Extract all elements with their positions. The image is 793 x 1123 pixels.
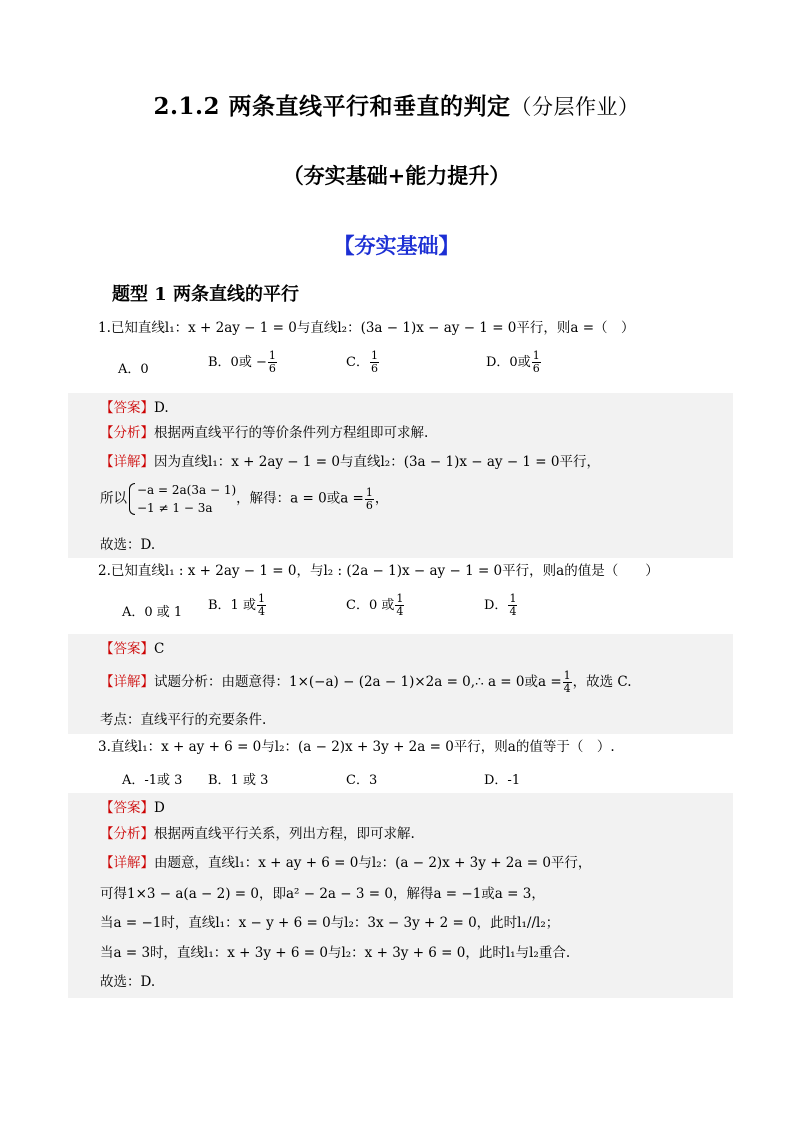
- q1-stem: 1.已知直线l₁：x + 2ay − 1 = 0与直线l₂：(3a − 1)x − ay − 1 = 0平行，则a =（ ）: [98, 320, 635, 336]
- fraction: $\frac{1}{6}$: [532, 349, 540, 375]
- q2-solution-box: [68, 634, 733, 734]
- title-sub: （分层作业）: [510, 95, 640, 119]
- q3-line4: 当a = 3时，直线l₁：x + 3y + 6 = 0与l₂：x + 3y + 6 = 0，此时l₁与l₂重合.: [100, 945, 571, 961]
- q3-line2: 可得1×3 − a(a − 2) = 0，即a² − 2a − 3 = 0，解得a = −1或a = 3，: [100, 886, 545, 902]
- q3-stem: 3.直线l₁：x + ay + 6 = 0与l₂：(a − 2)x + 3y + 2a = 0平行，则a的值等于（ ）.: [98, 739, 615, 755]
- q3-option-a: A．-1或 3: [122, 773, 183, 788]
- q2-option-d: D． $\frac{1}{4}$: [484, 592, 517, 618]
- q3-option-b: B．1 或 3: [208, 773, 269, 788]
- q2-option-c: C．0 或 $\frac{1}{4}$: [346, 592, 404, 618]
- q2-note: 考点：直线平行的充要条件.: [100, 712, 267, 728]
- fraction: $\frac{1}{6}$: [268, 349, 276, 375]
- q3-detail: 【详解】由题意，直线l₁：x + ay + 6 = 0与l₂：(a − 2)x + 3y + 2a = 0平行，: [100, 855, 592, 871]
- page-title: [0, 88, 793, 121]
- q1-system: 所以 −a = 2a(3a − 1) −1 ≠ 1 − 3a ，解得：a = 0或a = $\frac{1}{6}$ ，: [100, 483, 389, 515]
- q1-analysis: 【分析】根据两直线平行的等价条件列方程组即可求解.: [100, 425, 429, 441]
- q3-solution-box: [68, 793, 733, 998]
- q3-answer: 【答案】D: [100, 800, 165, 816]
- q2-answer: 【答案】C: [100, 641, 165, 657]
- q1-detail: 【详解】因为直线l₁：x + 2ay − 1 = 0与直线l₂：(3a − 1)x − ay − 1 = 0平行，: [100, 454, 601, 470]
- title-main: 2.1.2 两条直线平行和垂直的判定: [153, 93, 511, 120]
- q2-stem: 2.已知直线l₁ : x + 2ay − 1 = 0，与l₂ : (2a − 1)x − ay − 1 = 0平行，则a的值是（ ）: [98, 563, 659, 579]
- type-heading: 题型 1 两条直线的平行: [112, 284, 300, 305]
- q1-option-b: B．0或 − $\frac{1}{6}$: [208, 349, 276, 375]
- q3-choose: 故选：D.: [100, 974, 156, 990]
- fraction: $\frac{1}{4}$: [509, 592, 517, 618]
- q2-option-a: A．0 或 1: [122, 605, 183, 620]
- q1-option-d: D．0或 $\frac{1}{6}$: [486, 349, 540, 375]
- q2-options: [122, 593, 542, 629]
- fraction: $\frac{1}{6}$: [370, 349, 378, 375]
- q1-option-c: C． $\frac{1}{6}$: [346, 349, 378, 375]
- q2-detail: 【详解】试题分析：由题意得：1×(−a) − (2a − 1)×2a = 0,∴ a = 0或a = $\frac{1}{4}$ ，故选 C.: [100, 669, 632, 695]
- page-subtitle: （夯实基础+能力提升）: [282, 163, 511, 188]
- q3-analysis: 【分析】根据两直线平行关系，列出方程，即可求解.: [100, 826, 415, 842]
- fraction: $\frac{1}{4}$: [257, 592, 265, 618]
- q3-option-c: C．3: [346, 773, 378, 788]
- fraction: $\frac{1}{4}$: [396, 592, 404, 618]
- q1-options: [118, 350, 578, 386]
- q1-answer: 【答案】D.: [100, 400, 169, 416]
- q2-option-b: B．1 或 $\frac{1}{4}$: [208, 592, 265, 618]
- fraction: $\frac{1}{4}$: [563, 669, 571, 695]
- q1-solution-box: [68, 393, 733, 558]
- q3-option-d: D．-1: [484, 773, 521, 788]
- q1-option-a: A．0: [118, 362, 149, 377]
- q1-choose: 故选：D.: [100, 537, 156, 553]
- section-heading: 【夯实基础】: [333, 233, 460, 258]
- equation-system: −a = 2a(3a − 1) −1 ≠ 1 − 3a: [127, 481, 236, 517]
- fraction: $\frac{1}{6}$: [365, 485, 373, 512]
- q3-line3: 当a = −1时，直线l₁：x − y + 6 = 0与l₂：3x − 3y + 2 = 0，此时l₁//l₂；: [100, 915, 560, 931]
- q3-options: [122, 769, 542, 789]
